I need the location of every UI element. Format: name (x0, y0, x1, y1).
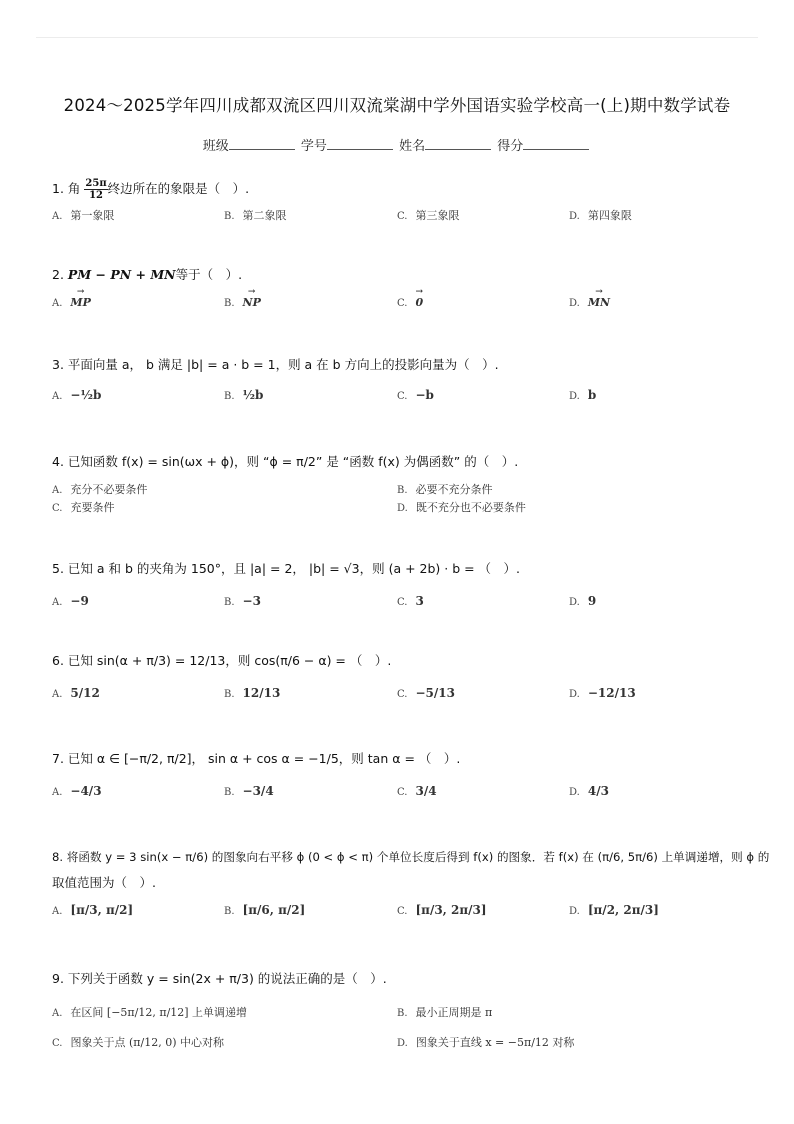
stem-text: 平面向量 a， b 满足 |b| = a · b = 1，则 a 在 b 方向上的投影向量为（ ）. (67, 357, 499, 372)
stem-text: 终边所在的象限是（ ）. (107, 181, 250, 196)
number-blank[interactable] (327, 137, 393, 150)
stem-text: 已知 α ∈ [−π/2, π/2]， sin α + cos α = −1/5，则 tan α = （ ）. (67, 751, 461, 766)
question-number: 4. (52, 454, 64, 469)
stem-text: 将函数 y = 3 sin(x − π/6) 的图象向右平移 ϕ (0 < ϕ < π) 个单位长度后得到 f(x) 的图象．若 f(x) 在 (π/6, 5π/6) 上单调递增，则 ϕ 的 (66, 850, 770, 864)
question-5-stem (52, 558, 757, 580)
option-b[interactable]: B. 12/13 (224, 686, 281, 700)
question-1-stem (52, 178, 757, 201)
option-c[interactable]: C. 3 (397, 594, 424, 608)
student-info-row (0, 135, 794, 154)
option-d[interactable]: D. 图象关于直线 x = −5π/12 对称 (397, 1036, 575, 1049)
question-number: 7. (52, 751, 64, 766)
stem-text: 下列关于函数 y = sin(2x + π/3) 的说法正确的是（ ）. (67, 971, 387, 986)
score-blank[interactable] (523, 137, 589, 150)
number-label: 学号 (300, 139, 327, 154)
option-d[interactable]: D. 9 (569, 594, 597, 608)
option-d[interactable]: D. [π/2, 2π/3] (569, 903, 659, 917)
question-number: 9. (52, 971, 64, 986)
option-d[interactable]: D. 4/3 (569, 784, 609, 798)
stem-text: 角 (67, 181, 81, 196)
question-5 (52, 558, 757, 616)
question-4 (52, 451, 757, 517)
question-4-stem (52, 451, 757, 473)
question-number: 2. (52, 267, 64, 282)
question-8 (52, 847, 770, 925)
option-b[interactable]: B. −3 (224, 594, 261, 608)
option-b[interactable]: B.→ NP (224, 296, 261, 309)
question-7-stem (52, 748, 757, 770)
score-label: 得分 (497, 139, 524, 154)
question-9-stem (52, 968, 757, 990)
option-d[interactable]: D. −12/13 (569, 686, 636, 700)
option-b[interactable]: B. 最小正周期是 π (397, 1006, 493, 1019)
option-a[interactable]: A.→ MP (52, 296, 91, 309)
option-c[interactable]: C. 第三象限 (397, 209, 460, 222)
stem-text: 等于（ ）. (175, 267, 243, 282)
option-b[interactable]: B. 第二象限 (224, 209, 287, 222)
question-6-stem (52, 650, 757, 672)
question-7 (52, 748, 757, 806)
question-1 (52, 178, 757, 229)
option-c[interactable]: C. −b (397, 388, 434, 402)
class-blank[interactable] (229, 137, 295, 150)
stem-text: 已知 sin(α + π/3) = 12/13，则 cos(π/6 − α) = （ ）. (67, 653, 392, 668)
option-c[interactable]: C.→ 0 (397, 296, 423, 309)
option-c[interactable]: C. [π/3, 2π/3] (397, 903, 487, 917)
vector-expression: PM − PN + MN (67, 267, 176, 282)
question-number: 3. (52, 357, 64, 372)
option-b[interactable]: B. [π/6, π/2] (224, 903, 306, 917)
question-8-stem-cont: 取值范围为（ ）. (52, 875, 156, 890)
option-a[interactable]: A. −4/3 (52, 784, 102, 798)
option-a[interactable]: A. 在区间 [−5π/12, π/12] 上单调递增 (52, 1006, 248, 1019)
question-number: 1. (52, 181, 64, 196)
option-d[interactable]: D.→ MN (569, 296, 610, 309)
top-divider (36, 37, 758, 38)
question-3 (52, 354, 757, 410)
stem-text: 已知 a 和 b 的夹角为 150°，且 |a| = 2， |b| = √3，则 (a + 2b) · b = （ ）. (67, 561, 521, 576)
question-6 (52, 650, 757, 708)
class-label: 班级 (202, 139, 229, 154)
option-b[interactable]: B. −3/4 (224, 784, 274, 798)
option-a[interactable]: A. −½b (52, 388, 102, 402)
option-a[interactable]: A. 5/12 (52, 686, 100, 700)
option-d[interactable]: D. 既不充分也不必要条件 (397, 501, 526, 514)
question-2-stem (52, 264, 757, 286)
option-a[interactable]: A. 第一象限 (52, 209, 115, 222)
question-2 (52, 264, 757, 318)
question-number: 8. (52, 850, 64, 864)
page-title: 2024～2025学年四川成都双流区四川双流棠湖中学外国语实验学校高一(上)期中数学试卷 (63, 96, 731, 115)
question-number: 5. (52, 561, 64, 576)
option-c[interactable]: C. 图象关于点 (π/12, 0) 中心对称 (52, 1036, 224, 1049)
option-a[interactable]: A. −9 (52, 594, 89, 608)
option-b[interactable]: B. 必要不充分条件 (397, 483, 493, 496)
question-8-stem (52, 847, 770, 867)
question-9 (52, 968, 757, 1056)
stem-text: 已知函数 f(x) = sin(ωx + ϕ)，则 “ϕ = π/2” 是 “函数 f(x) 为偶函数” 的（ ）. (67, 454, 519, 469)
option-a[interactable]: A. [π/3, π/2] (52, 903, 134, 917)
option-c[interactable]: C. −5/13 (397, 686, 455, 700)
option-d[interactable]: D. b (569, 388, 597, 402)
question-3-stem (52, 354, 757, 376)
option-a[interactable]: A. 充分不必要条件 (52, 483, 148, 496)
name-label: 姓名 (399, 139, 426, 154)
fraction: $\frac{25\pi}{12}$ (85, 178, 107, 201)
option-c[interactable]: C. 3/4 (397, 784, 437, 798)
question-number: 6. (52, 653, 64, 668)
option-d[interactable]: D. 第四象限 (569, 209, 632, 222)
name-blank[interactable] (425, 137, 491, 150)
option-b[interactable]: B. ½b (224, 388, 264, 402)
option-c[interactable]: C. 充要条件 (52, 501, 115, 514)
